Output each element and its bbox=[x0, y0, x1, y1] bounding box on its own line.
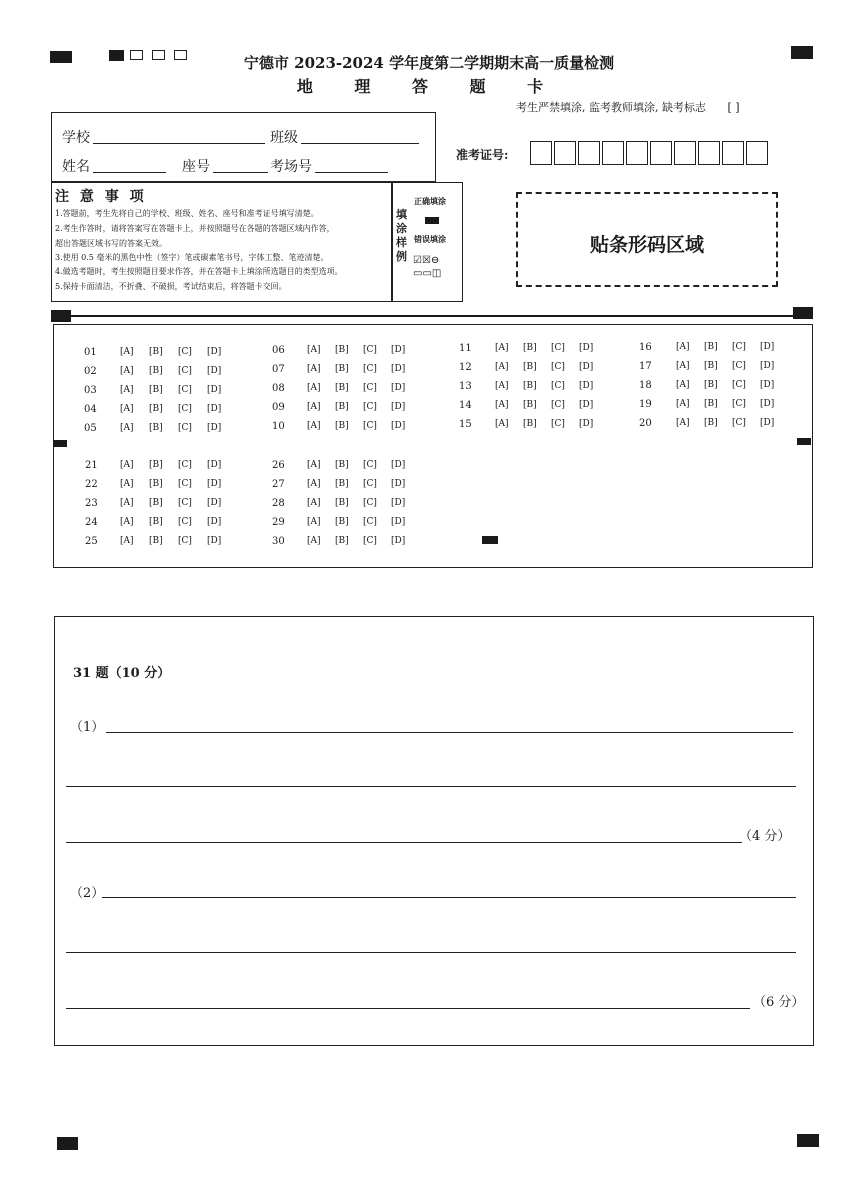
question-number: 04 bbox=[84, 404, 97, 415]
q31-title: 31 题（10 分） bbox=[73, 666, 171, 681]
question-number: 24 bbox=[85, 517, 98, 528]
option-a[interactable]: [A] bbox=[120, 404, 134, 414]
question-number: 30 bbox=[272, 536, 285, 547]
option-a[interactable]: [A] bbox=[495, 419, 509, 429]
option-d[interactable]: [D] bbox=[391, 383, 406, 393]
answer-line[interactable] bbox=[66, 842, 742, 843]
option-b[interactable]: [B] bbox=[523, 400, 537, 410]
option-c[interactable]: [C] bbox=[178, 385, 192, 395]
wrong-fill-samples: ☑☒⊖ bbox=[413, 255, 440, 266]
correct-fill-label: 正确填涂 bbox=[414, 196, 446, 206]
option-a[interactable]: [A] bbox=[120, 366, 134, 376]
option-b[interactable]: [B] bbox=[704, 418, 718, 428]
answer-line[interactable] bbox=[106, 732, 793, 733]
question-number: 08 bbox=[272, 383, 285, 394]
option-c[interactable]: [C] bbox=[363, 498, 377, 508]
seat-label: 座号 bbox=[182, 159, 210, 175]
option-a[interactable]: [A] bbox=[495, 400, 509, 410]
option-a[interactable]: [A] bbox=[120, 498, 134, 508]
option-b[interactable]: [B] bbox=[335, 345, 349, 355]
option-a[interactable]: [A] bbox=[120, 423, 134, 433]
option-c[interactable]: [C] bbox=[551, 381, 565, 391]
option-d[interactable]: [D] bbox=[391, 517, 406, 527]
option-a[interactable]: [A] bbox=[307, 498, 321, 508]
option-b[interactable]: [B] bbox=[335, 421, 349, 431]
exam-id-cell[interactable] bbox=[626, 141, 648, 165]
option-d[interactable]: [D] bbox=[207, 347, 222, 357]
option-b[interactable]: [B] bbox=[149, 385, 163, 395]
exam-id-cell[interactable] bbox=[602, 141, 624, 165]
option-d[interactable]: [D] bbox=[579, 419, 594, 429]
option-b[interactable]: [B] bbox=[149, 404, 163, 414]
room-label: 考场号 bbox=[270, 159, 312, 175]
notice-item: 1.答题前，考生先将自己的学校、班级、姓名、座号和准考证号填写清楚。 bbox=[55, 209, 319, 218]
option-d[interactable]: [D] bbox=[207, 404, 222, 414]
question-number: 10 bbox=[272, 421, 285, 432]
exam-id-cell[interactable] bbox=[530, 141, 552, 165]
option-a[interactable]: [A] bbox=[120, 347, 134, 357]
option-d[interactable]: [D] bbox=[207, 385, 222, 395]
correct-fill-sample bbox=[425, 217, 439, 224]
option-b[interactable]: [B] bbox=[704, 342, 718, 352]
option-a[interactable]: [A] bbox=[676, 342, 690, 352]
question-number: 16 bbox=[639, 342, 652, 353]
option-d[interactable]: [D] bbox=[760, 399, 775, 409]
option-a[interactable]: [A] bbox=[307, 536, 321, 546]
fill-sample-label: 填涂样例 bbox=[396, 208, 407, 263]
notice-item: 2.考生作答时，请将答案写在答题卡上，并按照题号在各题的答题区域内作答， bbox=[55, 224, 335, 233]
question-number: 23 bbox=[85, 498, 98, 509]
option-c[interactable]: [C] bbox=[178, 460, 192, 470]
answer-line[interactable] bbox=[66, 1008, 750, 1009]
notice-title: 注 意 事 项 bbox=[55, 189, 147, 205]
option-d[interactable]: [D] bbox=[207, 366, 222, 376]
exam-id-cell[interactable] bbox=[746, 141, 768, 165]
question-number: 28 bbox=[272, 498, 285, 509]
absent-mark-box[interactable]: [ ] bbox=[727, 101, 740, 114]
exam-id-label: 准考证号: bbox=[456, 148, 509, 162]
option-c[interactable]: [C] bbox=[178, 517, 192, 527]
question-number: 19 bbox=[639, 399, 652, 410]
wrong-fill-label: 错误填涂 bbox=[414, 234, 446, 244]
option-c[interactable]: [C] bbox=[178, 347, 192, 357]
exam-id-cell[interactable] bbox=[554, 141, 576, 165]
question-number: 12 bbox=[459, 362, 472, 373]
barcode-label: 贴条形码区域 bbox=[589, 234, 704, 256]
option-d[interactable]: [D] bbox=[391, 498, 406, 508]
divider-line bbox=[71, 315, 793, 317]
exam-id-cell[interactable] bbox=[650, 141, 672, 165]
option-b[interactable]: [B] bbox=[335, 498, 349, 508]
option-c[interactable]: [C] bbox=[363, 383, 377, 393]
option-b[interactable]: [B] bbox=[704, 361, 718, 371]
option-c[interactable]: [C] bbox=[363, 479, 377, 489]
page-subtitle: 地 理 答 题 卡 bbox=[296, 77, 562, 96]
option-b[interactable]: [B] bbox=[149, 423, 163, 433]
question-number: 29 bbox=[272, 517, 285, 528]
q31-part2-label: （2） bbox=[70, 886, 105, 901]
notice-item: 超出答题区域书写的答案无效。 bbox=[55, 239, 167, 248]
option-a[interactable]: [A] bbox=[307, 460, 321, 470]
option-a[interactable]: [A] bbox=[307, 402, 321, 412]
answer-line[interactable] bbox=[66, 952, 796, 953]
exam-id-cell[interactable] bbox=[578, 141, 600, 165]
option-d[interactable]: [D] bbox=[391, 479, 406, 489]
option-c[interactable]: [C] bbox=[732, 399, 746, 409]
option-c[interactable]: [C] bbox=[732, 380, 746, 390]
question-number: 22 bbox=[85, 479, 98, 490]
option-b[interactable]: [B] bbox=[523, 419, 537, 429]
question-number: 13 bbox=[459, 381, 472, 392]
q31-part1-score: （4 分） bbox=[739, 829, 791, 844]
option-a[interactable]: [A] bbox=[676, 361, 690, 371]
option-b[interactable]: [B] bbox=[523, 362, 537, 372]
option-b[interactable]: [B] bbox=[149, 498, 163, 508]
option-d[interactable]: [D] bbox=[207, 423, 222, 433]
absent-note: 考生严禁填涂, 监考教师填涂, 缺考标志 [ ] bbox=[516, 101, 740, 114]
timing-mark-right bbox=[793, 307, 813, 319]
option-d[interactable]: [D] bbox=[391, 345, 406, 355]
option-b[interactable]: [B] bbox=[335, 517, 349, 527]
option-b[interactable]: [B] bbox=[523, 343, 537, 353]
option-d[interactable]: [D] bbox=[391, 364, 406, 374]
page-title: 宁德市 2023-2024 学年度第二学期期末高一质量检测 bbox=[243, 54, 615, 72]
option-b[interactable]: [B] bbox=[149, 460, 163, 470]
option-c[interactable]: [C] bbox=[732, 361, 746, 371]
option-d[interactable]: [D] bbox=[760, 361, 775, 371]
option-a[interactable]: [A] bbox=[307, 517, 321, 527]
name-input[interactable] bbox=[93, 172, 166, 173]
question-number: 03 bbox=[84, 385, 97, 396]
option-c[interactable]: [C] bbox=[178, 404, 192, 414]
option-c[interactable]: [C] bbox=[363, 460, 377, 470]
option-d[interactable]: [D] bbox=[760, 342, 775, 352]
option-c[interactable]: [C] bbox=[732, 418, 746, 428]
answer-line[interactable] bbox=[102, 897, 796, 898]
option-c[interactable]: [C] bbox=[178, 498, 192, 508]
option-b[interactable]: [B] bbox=[149, 536, 163, 546]
option-b[interactable]: [B] bbox=[335, 402, 349, 412]
timing-mark-center bbox=[482, 536, 498, 544]
option-b[interactable]: [B] bbox=[149, 517, 163, 527]
option-a[interactable]: [A] bbox=[120, 460, 134, 470]
option-a[interactable]: [A] bbox=[495, 343, 509, 353]
option-c[interactable]: [C] bbox=[363, 402, 377, 412]
option-b[interactable]: [B] bbox=[335, 479, 349, 489]
option-d[interactable]: [D] bbox=[207, 517, 222, 527]
option-b[interactable]: [B] bbox=[335, 536, 349, 546]
option-a[interactable]: [A] bbox=[120, 536, 134, 546]
barcode-area bbox=[516, 192, 778, 287]
timing-mark-left bbox=[53, 440, 67, 447]
option-d[interactable]: [D] bbox=[207, 536, 222, 546]
question-number: 20 bbox=[639, 418, 652, 429]
option-b[interactable]: [B] bbox=[704, 399, 718, 409]
option-a[interactable]: [A] bbox=[307, 383, 321, 393]
question-number: 01 bbox=[84, 347, 97, 358]
notice-item: 4.做选考题时，考生按照题目要求作答，并在答题卡上填涂所选题目的类型选项。 bbox=[55, 267, 343, 276]
option-a[interactable]: [A] bbox=[676, 418, 690, 428]
option-d[interactable]: [D] bbox=[207, 460, 222, 470]
option-c[interactable]: [C] bbox=[178, 479, 192, 489]
question-number: 02 bbox=[84, 366, 97, 377]
option-a[interactable]: [A] bbox=[307, 421, 321, 431]
option-a[interactable]: [A] bbox=[307, 479, 321, 489]
question-number: 27 bbox=[272, 479, 285, 490]
question-number: 18 bbox=[639, 380, 652, 391]
option-c[interactable]: [C] bbox=[178, 536, 192, 546]
option-c[interactable]: [C] bbox=[551, 419, 565, 429]
choice-section bbox=[53, 324, 813, 568]
option-a[interactable]: [A] bbox=[120, 517, 134, 527]
option-c[interactable]: [C] bbox=[732, 342, 746, 352]
question-number: 06 bbox=[272, 345, 285, 356]
option-c[interactable]: [C] bbox=[363, 421, 377, 431]
wrong-fill-samples: ▭▭◫ bbox=[413, 268, 442, 279]
option-b[interactable]: [B] bbox=[704, 380, 718, 390]
option-a[interactable]: [A] bbox=[120, 479, 134, 489]
option-d[interactable]: [D] bbox=[579, 362, 594, 372]
answer-line[interactable] bbox=[66, 786, 796, 787]
option-d[interactable]: [D] bbox=[391, 402, 406, 412]
class-label: 班级 bbox=[270, 130, 298, 146]
option-d[interactable]: [D] bbox=[391, 460, 406, 470]
question-number: 11 bbox=[459, 343, 472, 354]
question-number: 15 bbox=[459, 419, 472, 430]
question-number: 26 bbox=[272, 460, 285, 471]
name-label: 姓名 bbox=[62, 159, 90, 175]
question-number: 17 bbox=[639, 361, 652, 372]
class-input[interactable] bbox=[301, 143, 419, 144]
option-c[interactable]: [C] bbox=[178, 423, 192, 433]
notice-item: 5.保持卡面清洁，不折叠、不破损，考试结束后，将答题卡交回。 bbox=[55, 282, 287, 291]
notice-item: 3.使用 0.5 毫米的黑色中性（签字）笔或碳素笔书号，字体工整、笔迹清楚。 bbox=[55, 253, 329, 262]
question-number: 25 bbox=[85, 536, 98, 547]
option-d[interactable]: [D] bbox=[207, 479, 222, 489]
question-number: 21 bbox=[85, 460, 98, 471]
option-b[interactable]: [B] bbox=[335, 364, 349, 374]
option-d[interactable]: [D] bbox=[760, 418, 775, 428]
option-b[interactable]: [B] bbox=[335, 383, 349, 393]
timing-mark-right bbox=[797, 438, 811, 445]
option-a[interactable]: [A] bbox=[307, 364, 321, 374]
school-input[interactable] bbox=[93, 143, 265, 144]
school-label: 学校 bbox=[62, 130, 90, 146]
option-d[interactable]: [D] bbox=[391, 421, 406, 431]
timing-mark-bottom-left bbox=[57, 1137, 78, 1150]
option-d[interactable]: [D] bbox=[579, 400, 594, 410]
option-b[interactable]: [B] bbox=[335, 460, 349, 470]
option-d[interactable]: [D] bbox=[207, 498, 222, 508]
option-a[interactable]: [A] bbox=[676, 380, 690, 390]
option-a[interactable]: [A] bbox=[495, 362, 509, 372]
option-a[interactable]: [A] bbox=[120, 385, 134, 395]
q31-part1-label: （1） bbox=[70, 720, 105, 735]
option-d[interactable]: [D] bbox=[579, 343, 594, 353]
question-number: 14 bbox=[459, 400, 472, 411]
q31-part2-score: （6 分） bbox=[753, 995, 805, 1010]
option-c[interactable]: [C] bbox=[178, 366, 192, 376]
option-b[interactable]: [B] bbox=[149, 347, 163, 357]
option-b[interactable]: [B] bbox=[149, 479, 163, 489]
seat-input[interactable] bbox=[213, 172, 268, 173]
exam-id-cell[interactable] bbox=[674, 141, 696, 165]
room-input[interactable] bbox=[315, 172, 388, 173]
option-c[interactable]: [C] bbox=[551, 362, 565, 372]
option-c[interactable]: [C] bbox=[363, 345, 377, 355]
option-c[interactable]: [C] bbox=[551, 400, 565, 410]
option-b[interactable]: [B] bbox=[523, 381, 537, 391]
exam-id-cell[interactable] bbox=[722, 141, 744, 165]
option-c[interactable]: [C] bbox=[363, 517, 377, 527]
option-a[interactable]: [A] bbox=[307, 345, 321, 355]
option-d[interactable]: [D] bbox=[579, 381, 594, 391]
option-d[interactable]: [D] bbox=[760, 380, 775, 390]
option-c[interactable]: [C] bbox=[551, 343, 565, 353]
question-number: 07 bbox=[272, 364, 285, 375]
option-c[interactable]: [C] bbox=[363, 536, 377, 546]
question-number: 09 bbox=[272, 402, 285, 413]
option-c[interactable]: [C] bbox=[363, 364, 377, 374]
option-a[interactable]: [A] bbox=[676, 399, 690, 409]
option-a[interactable]: [A] bbox=[495, 381, 509, 391]
timing-mark-bottom-right bbox=[797, 1134, 819, 1147]
option-b[interactable]: [B] bbox=[149, 366, 163, 376]
timing-mark-left bbox=[51, 310, 71, 322]
exam-id-cell[interactable] bbox=[698, 141, 720, 165]
option-d[interactable]: [D] bbox=[391, 536, 406, 546]
question-number: 05 bbox=[84, 423, 97, 434]
